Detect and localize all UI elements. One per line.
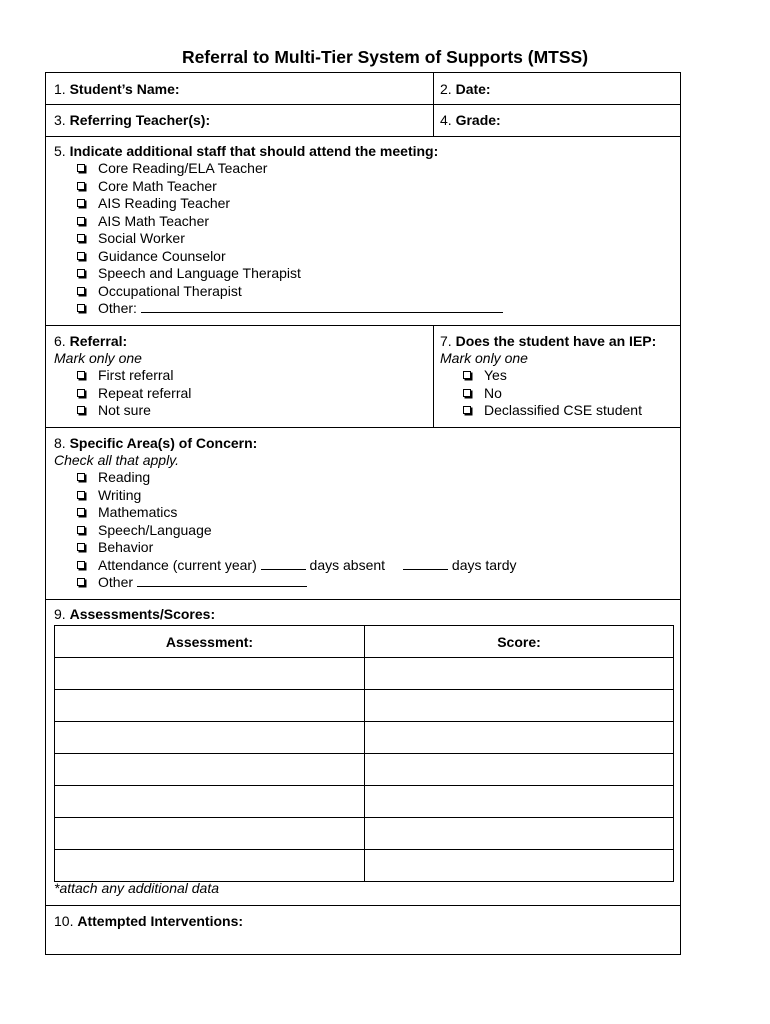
- checkbox-icon[interactable]: [77, 406, 85, 414]
- divider: [433, 73, 434, 104]
- form-title: Referral to Multi-Tier System of Supports (MTSS): [181, 47, 589, 67]
- referral-option[interactable]: Repeat referral: [76, 385, 191, 403]
- section-additional-staff: [45, 137, 681, 326]
- checkbox-icon[interactable]: [77, 578, 85, 586]
- field-number: 9.: [54, 606, 66, 622]
- staff-option[interactable]: Guidance Counselor: [76, 248, 503, 266]
- days-absent-blank[interactable]: [261, 557, 306, 570]
- iep-heading: [440, 333, 656, 350]
- assessment-cell[interactable]: [55, 690, 365, 722]
- score-cell[interactable]: [365, 786, 674, 818]
- field-number: 7.: [440, 333, 452, 349]
- interventions-field[interactable]: [54, 913, 243, 930]
- staff-option[interactable]: Core Reading/ELA Teacher: [76, 160, 503, 178]
- section-assessments: [45, 600, 681, 906]
- concern-hint: Check all that apply.: [54, 452, 180, 468]
- row-referral-iep: [45, 326, 681, 428]
- concern-checklist: [76, 469, 517, 592]
- checkbox-icon[interactable]: [77, 526, 85, 534]
- other-staff-blank[interactable]: [141, 300, 503, 313]
- assessment-cell[interactable]: [55, 658, 365, 690]
- checkbox-icon[interactable]: [77, 252, 85, 260]
- concern-option[interactable]: Speech/Language: [76, 522, 517, 540]
- assessment-cell[interactable]: [55, 786, 365, 818]
- checkbox-icon[interactable]: [77, 491, 85, 499]
- staff-option-other[interactable]: Other:: [76, 300, 503, 318]
- staff-option[interactable]: Social Worker: [76, 230, 503, 248]
- assessment-column-header: Assessment:: [55, 626, 365, 658]
- checkbox-icon[interactable]: [77, 389, 85, 397]
- assessments-heading: [54, 606, 215, 623]
- divider: [433, 105, 434, 136]
- assessments-label: Assessments/Scores:: [69, 606, 216, 622]
- concern-heading: [54, 435, 257, 452]
- checkbox-icon[interactable]: [77, 287, 85, 295]
- section-interventions: [45, 906, 681, 955]
- table-row: [55, 722, 674, 754]
- referral-heading: [54, 333, 127, 350]
- concern-option[interactable]: Behavior: [76, 539, 517, 557]
- row-teacher-grade: [45, 105, 681, 137]
- grade-label: Grade:: [455, 112, 501, 128]
- staff-option[interactable]: Core Math Teacher: [76, 178, 503, 196]
- iep-label: Does the student have an IEP:: [455, 333, 657, 349]
- referring-teacher-field[interactable]: [54, 112, 210, 129]
- referral-option[interactable]: First referral: [76, 367, 191, 385]
- concern-label: Specific Area(s) of Concern:: [69, 435, 258, 451]
- row-name-date: [45, 72, 681, 105]
- score-cell[interactable]: [365, 818, 674, 850]
- divider: [433, 326, 434, 427]
- interventions-label: Attempted Interventions:: [77, 913, 244, 929]
- section-areas-of-concern: [45, 428, 681, 600]
- checkbox-icon[interactable]: [77, 473, 85, 481]
- score-cell[interactable]: [365, 690, 674, 722]
- score-column-header: Score:: [365, 626, 674, 658]
- referral-hint: Mark only one: [54, 350, 142, 366]
- assessment-table: [54, 625, 674, 882]
- field-number: 6.: [54, 333, 66, 349]
- checkbox-icon[interactable]: [77, 561, 85, 569]
- field-number: 1.: [54, 81, 66, 97]
- field-number: 5.: [54, 143, 66, 159]
- checkbox-icon[interactable]: [77, 164, 85, 172]
- concern-option[interactable]: Reading: [76, 469, 517, 487]
- referral-options: [76, 367, 191, 420]
- concern-option-other[interactable]: Other: [76, 574, 517, 592]
- table-row: [55, 786, 674, 818]
- checkbox-icon[interactable]: [77, 269, 85, 277]
- checkbox-icon[interactable]: [77, 182, 85, 190]
- field-number: 10.: [54, 913, 74, 929]
- staff-option[interactable]: Occupational Therapist: [76, 283, 503, 301]
- field-number: 3.: [54, 112, 66, 128]
- iep-option[interactable]: No: [462, 385, 642, 403]
- field-number: 2.: [440, 81, 452, 97]
- staff-option[interactable]: AIS Reading Teacher: [76, 195, 503, 213]
- grade-field[interactable]: [440, 112, 501, 129]
- checkbox-icon[interactable]: [77, 508, 85, 516]
- referring-teacher-label: Referring Teacher(s):: [69, 112, 211, 128]
- checkbox-icon[interactable]: [463, 406, 471, 414]
- concern-option[interactable]: Writing: [76, 487, 517, 505]
- checkbox-icon[interactable]: [77, 543, 85, 551]
- iep-options: [462, 367, 642, 420]
- checkbox-icon[interactable]: [77, 199, 85, 207]
- additional-staff-heading: [54, 143, 438, 160]
- checkbox-icon[interactable]: [77, 234, 85, 242]
- iep-hint: Mark only one: [440, 350, 528, 366]
- concern-option[interactable]: Mathematics: [76, 504, 517, 522]
- assessment-cell[interactable]: [55, 722, 365, 754]
- score-cell[interactable]: [365, 850, 674, 882]
- checkbox-icon[interactable]: [77, 304, 85, 312]
- staff-checklist: [76, 160, 503, 318]
- checkbox-icon[interactable]: [463, 389, 471, 397]
- score-cell[interactable]: [365, 658, 674, 690]
- assessment-cell[interactable]: [55, 754, 365, 786]
- student-name-field[interactable]: [54, 81, 180, 98]
- checkbox-icon[interactable]: [77, 217, 85, 225]
- days-tardy-blank[interactable]: [403, 557, 448, 570]
- iep-option[interactable]: Yes: [462, 367, 642, 385]
- referral-label: Referral:: [69, 333, 128, 349]
- field-number: 8.: [54, 435, 66, 451]
- additional-staff-label: Indicate additional staff that should attend the meeting:: [69, 143, 439, 159]
- student-name-label: Student’s Name:: [69, 81, 180, 97]
- table-row: [55, 754, 674, 786]
- table-row: [55, 850, 674, 882]
- score-cell[interactable]: [365, 722, 674, 754]
- concern-option-attendance[interactable]: Attendance (current year) days absent days tardy: [76, 557, 517, 575]
- referral-option[interactable]: Not sure: [76, 402, 191, 420]
- attach-data-note: *attach any additional data: [54, 880, 220, 896]
- other-concern-blank[interactable]: [137, 574, 307, 587]
- table-row: [55, 658, 674, 690]
- assessment-cell[interactable]: [55, 850, 365, 882]
- field-number: 4.: [440, 112, 452, 128]
- checkbox-icon[interactable]: [463, 371, 471, 379]
- table-header-row: [55, 626, 674, 658]
- staff-option[interactable]: AIS Math Teacher: [76, 213, 503, 231]
- date-field[interactable]: [440, 81, 491, 98]
- assessment-cell[interactable]: [55, 818, 365, 850]
- table-row: [55, 690, 674, 722]
- iep-option[interactable]: Declassified CSE student: [462, 402, 642, 420]
- score-cell[interactable]: [365, 754, 674, 786]
- table-row: [55, 818, 674, 850]
- date-label: Date:: [455, 81, 491, 97]
- staff-option[interactable]: Speech and Language Therapist: [76, 265, 503, 283]
- checkbox-icon[interactable]: [77, 371, 85, 379]
